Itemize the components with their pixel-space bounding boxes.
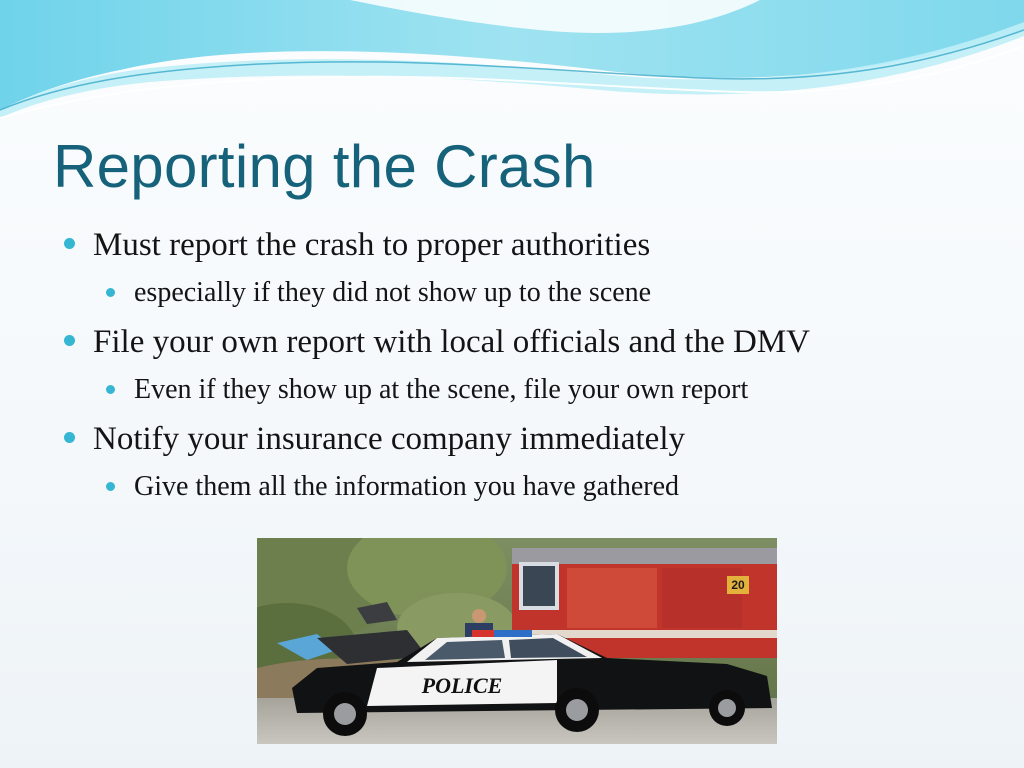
- bullet-dot-icon: [64, 335, 75, 346]
- bullet-item: [62, 418, 1002, 460]
- sub-bullet-text: especially if they did not show up to the scene: [134, 277, 652, 308]
- fire-truck-number: 20: [731, 578, 745, 592]
- sub-bullet-item: [104, 372, 1002, 408]
- bullet-dot-icon: [106, 288, 115, 297]
- police-car-text: POLICE: [421, 673, 503, 698]
- bullet-dot-icon: [106, 482, 115, 491]
- bullet-dot-icon: [106, 385, 115, 394]
- sub-bullet-text: Even if they show up at the scene, file your own report: [134, 374, 749, 405]
- bullet-item: [62, 224, 1002, 266]
- crash-scene-photo: [257, 538, 777, 744]
- bullet-text: File your own report with local officials and the DMV: [93, 324, 810, 360]
- sub-bullet-item: [104, 275, 1002, 311]
- slide-title: Reporting the Crash: [53, 133, 596, 200]
- bullet-dot-icon: [64, 432, 75, 443]
- bullet-list: [62, 224, 1002, 515]
- bullet-text: Notify your insurance company immediately: [93, 421, 686, 457]
- sub-bullet-item: [104, 469, 1002, 505]
- bullet-item: [62, 321, 1002, 363]
- sub-bullet-text: Give them all the information you have gathered: [134, 471, 680, 502]
- bullet-dot-icon: [64, 238, 75, 249]
- wave-banner: [0, 0, 1024, 130]
- bullet-text: Must report the crash to proper authorities: [93, 227, 651, 263]
